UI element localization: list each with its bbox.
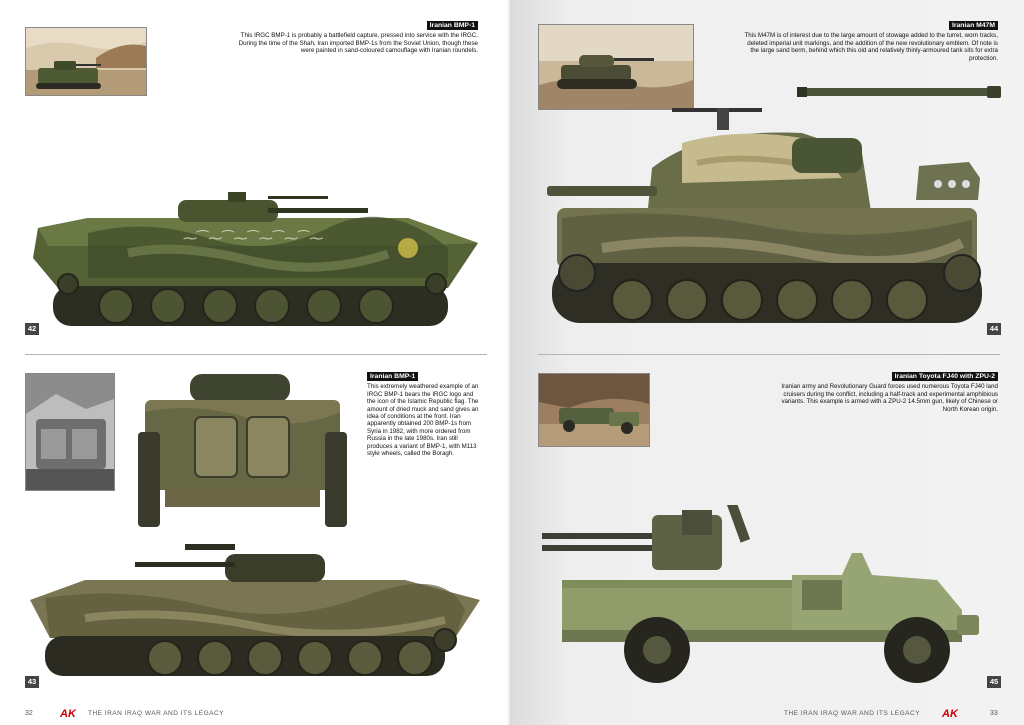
- ak-logo-text: AK: [60, 708, 76, 720]
- fj40-photo: [538, 373, 650, 447]
- ak-logo: [942, 708, 958, 720]
- bmp1-weathered-profile-illustration: [25, 538, 485, 688]
- ak-logo-text: AK: [942, 708, 958, 720]
- plate-43-title: Iranian BMP-1: [367, 372, 418, 381]
- bmp1-rear-illustration: [135, 372, 350, 532]
- plate-44-title: Iranian M47M: [949, 21, 998, 30]
- plate-number-43: 43: [25, 676, 39, 688]
- plate-44-text: This M47M is of interest due to the large amount of stowage added to the turret, worn tracks, deleted imperial unit markings, and the addition of the new revolutionary emblem. Of note is the large sand berm, behind which this old and relatively thinly-armoured tank sits for extra protection.: [744, 32, 998, 62]
- plate-number-45: 45: [987, 676, 1001, 688]
- bmp1-photo: [25, 27, 147, 96]
- fj40-zpu2-profile-illustration: [542, 505, 992, 690]
- plate-44-caption: [740, 21, 998, 62]
- right-page: [512, 0, 1024, 725]
- page-number: 33: [990, 710, 998, 717]
- plate-45-caption: [766, 372, 998, 413]
- plate-45-text: Iranian army and Revolutionary Guard forces used numerous Toyota FJ40 land cruisers during the conflict, including a half-track and experimental amphibious variants. This example is armed with a ZPU-2 14.5mm gun, likely of Chinese or North Korean origin.: [781, 383, 998, 413]
- plate-42-caption: [232, 21, 478, 55]
- plate-42-title: Iranian BMP-1: [427, 21, 478, 30]
- bmp1-profile-illustration: [28, 188, 483, 338]
- plate-divider: [25, 354, 487, 355]
- page-number: 32: [25, 710, 33, 717]
- plate-number-42: 42: [25, 323, 39, 335]
- plate-43-text: This extremely weathered example of an IRGC BMP-1 bears the IRGC logo and the icon of the Islamic Republic flag. The amount of dried muck and sand gives an idea of conditions at the front. Iran apparently obtained 200 BMP-1s from Syria in 1982, with more ordered from Russia in the late 1980s. Iran still produces a variant of BMP-1, with M113 style wheels, called the Boragh.: [367, 383, 479, 458]
- m47m-photo: [538, 24, 694, 110]
- gun-barrel-detail-illustration: [797, 85, 1002, 101]
- plate-divider: [538, 354, 1000, 355]
- plate-42-text: This IRGC BMP-1 is probably a battlefield capture, pressed into service with the IRGC. During the time of the Shah, Iran imported BMP-1s from the Soviet Union, though these were painted in sand-coloured camouflage with Iranian roundels.: [238, 32, 478, 55]
- plate-number-44: 44: [987, 323, 1001, 335]
- footer-title: THE IRAN IRAQ WAR AND ITS LEGACY: [784, 710, 921, 717]
- ak-logo: [60, 708, 76, 720]
- plate-43-caption: [367, 372, 479, 457]
- svg-text:⁓⁀⁓⁀⁓⁀⁓⁀⁓⁀⁓: ⁓⁀⁓⁀⁓⁀⁓⁀⁓⁀⁓: [183, 231, 324, 247]
- plate-45-title: Iranian Toyota FJ40 with ZPU-2: [892, 372, 998, 381]
- footer-title: THE IRAN IRAQ WAR AND ITS LEGACY: [88, 710, 225, 717]
- bmp1-weathered-photo: [25, 373, 115, 491]
- m47m-profile-illustration: [542, 108, 1002, 338]
